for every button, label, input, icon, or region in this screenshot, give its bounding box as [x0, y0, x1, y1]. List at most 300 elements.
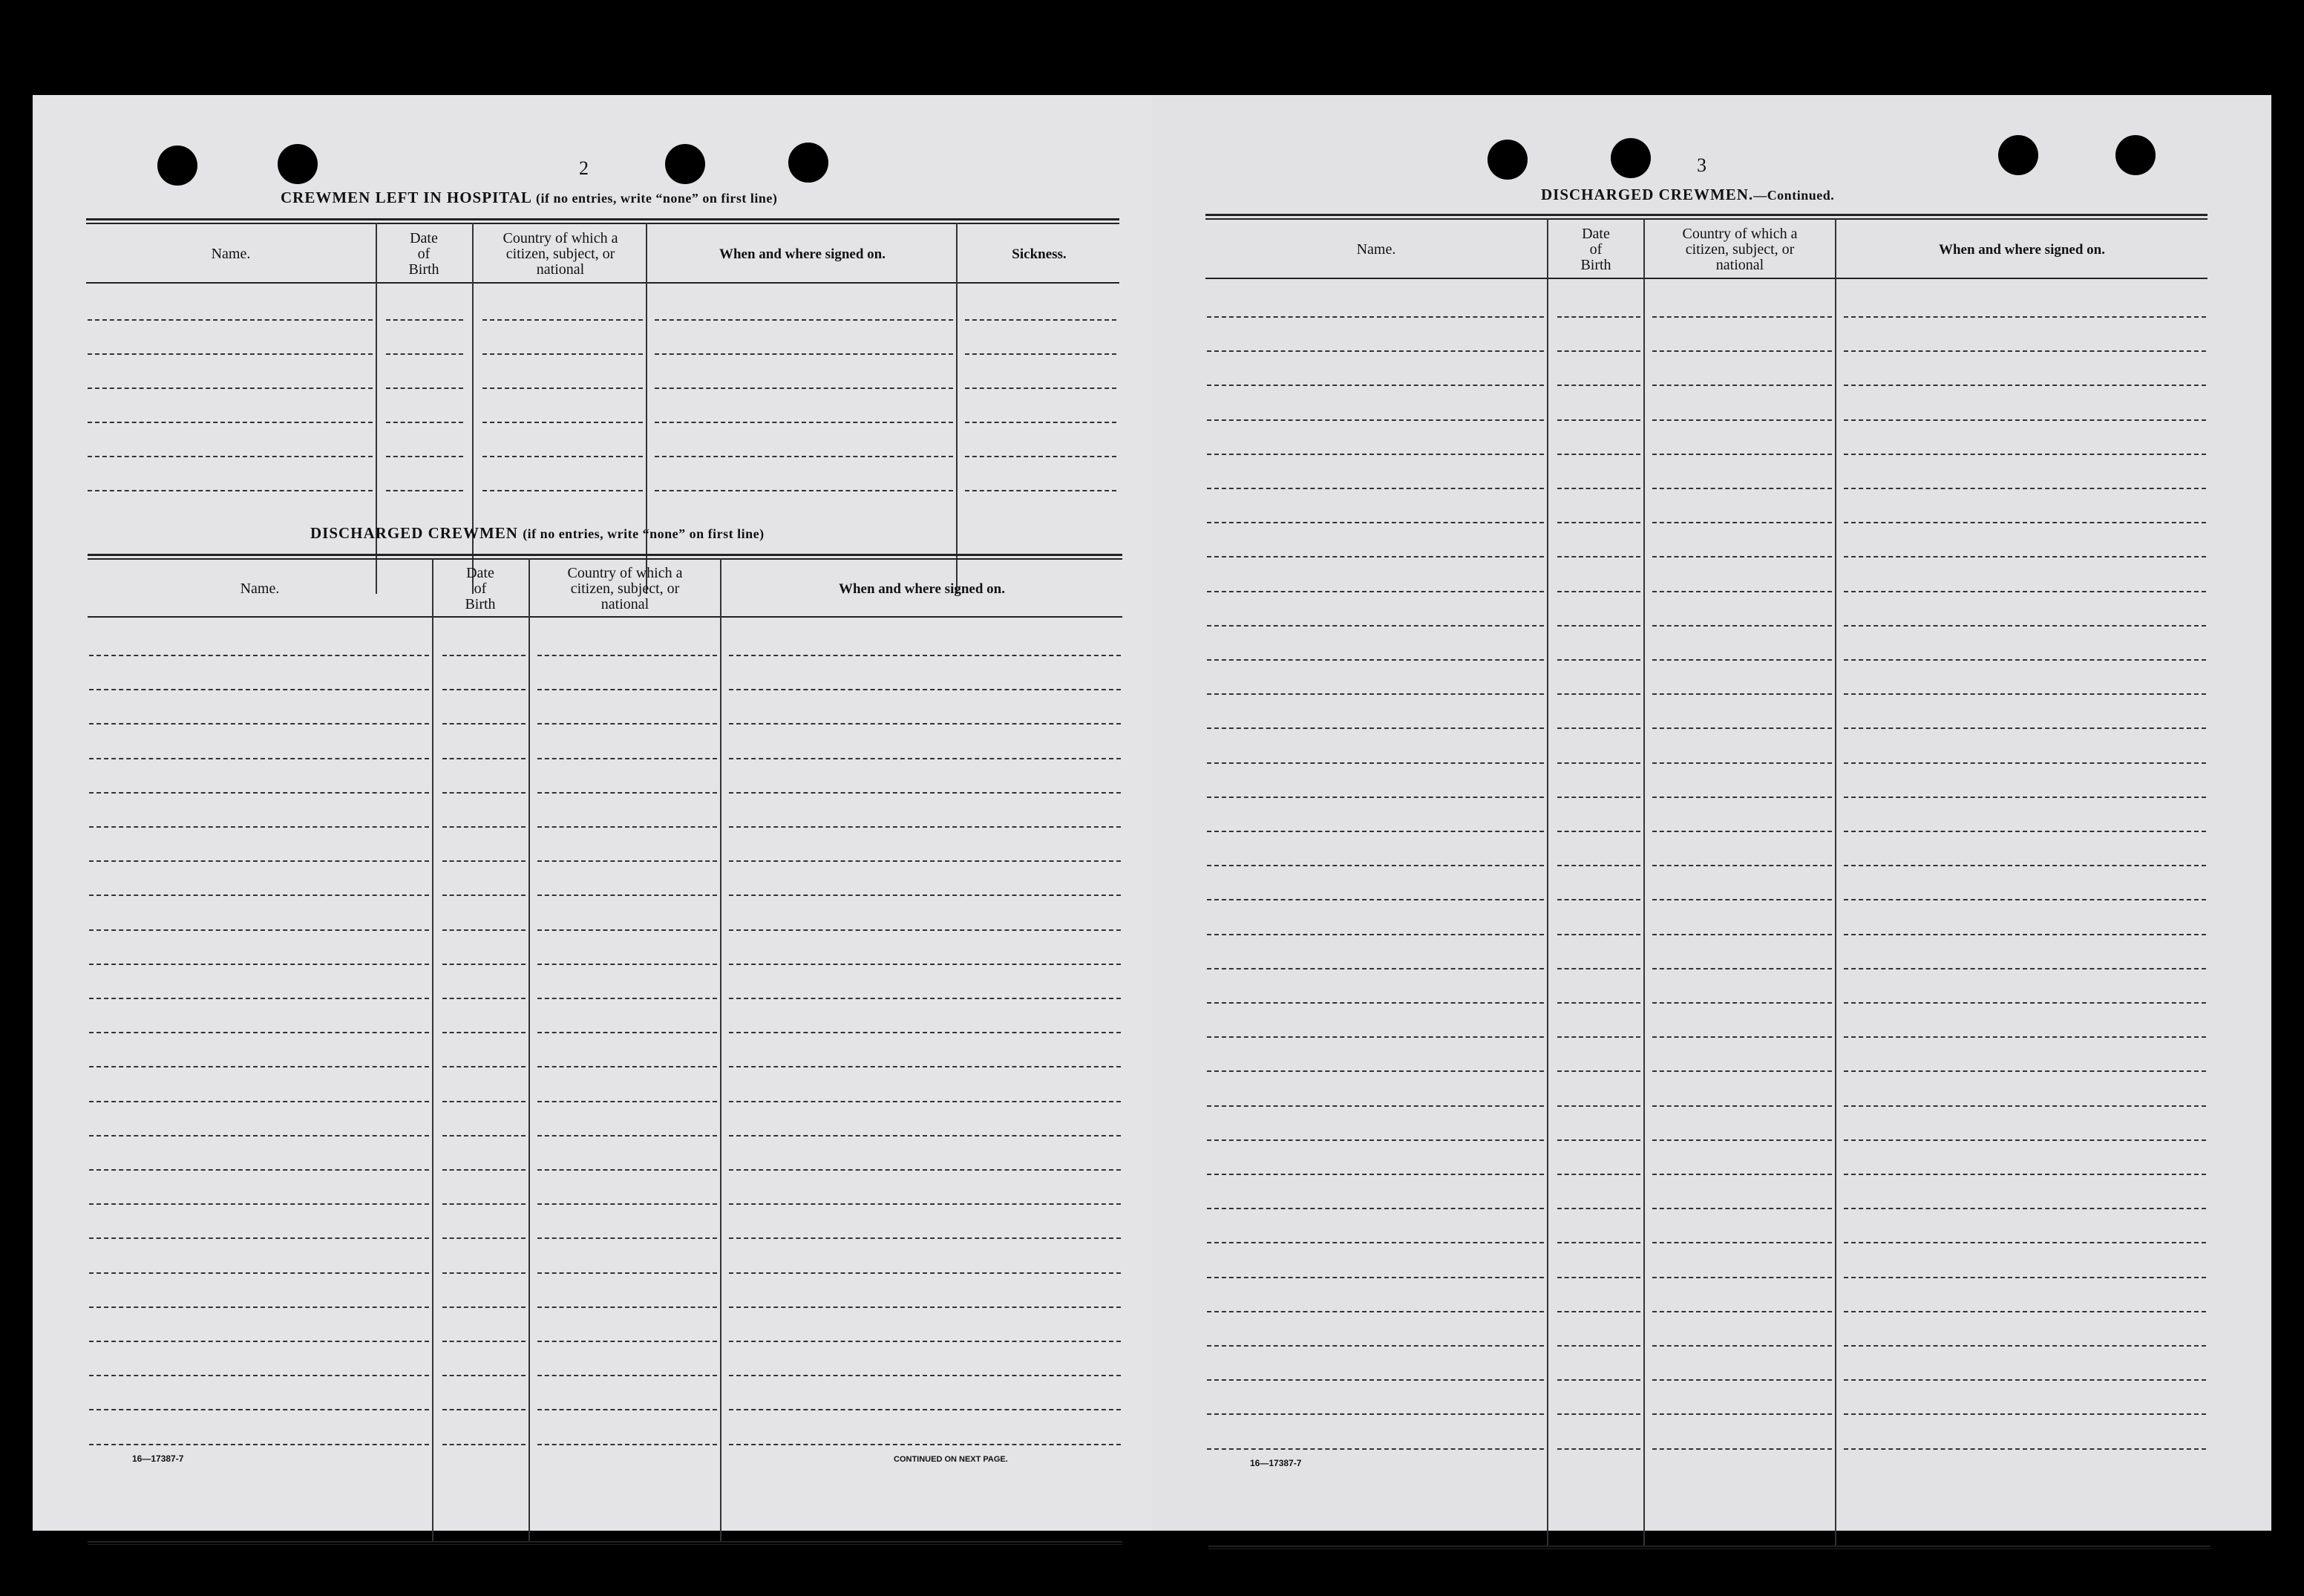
entry-line[interactable]: [89, 655, 429, 656]
entry-line[interactable]: [442, 723, 526, 725]
entry-line[interactable]: [537, 860, 717, 862]
entry-line[interactable]: [89, 964, 429, 965]
entry-line[interactable]: [1557, 591, 1640, 592]
entry-line[interactable]: [1557, 1036, 1640, 1038]
entry-line[interactable]: [89, 1135, 429, 1137]
entry-line[interactable]: [89, 758, 429, 759]
entry-line[interactable]: [965, 490, 1116, 491]
entry-line[interactable]: [537, 1135, 717, 1137]
entry-line[interactable]: [1557, 968, 1640, 969]
entry-line[interactable]: [1652, 556, 1832, 557]
page-number: 2: [579, 157, 589, 179]
entry-line[interactable]: [1844, 934, 2206, 935]
entry-line[interactable]: [1652, 797, 1832, 798]
entry-line[interactable]: [1557, 1379, 1640, 1381]
entry-line[interactable]: [1557, 762, 1640, 764]
entry-line[interactable]: [655, 456, 953, 457]
entry-line[interactable]: [1557, 1070, 1640, 1072]
rule: [88, 558, 1122, 560]
entry-line[interactable]: [386, 387, 463, 389]
entry-line[interactable]: [1557, 727, 1640, 729]
entry-line[interactable]: [88, 422, 373, 423]
entry-line[interactable]: [729, 929, 1121, 931]
entry-line[interactable]: [1207, 1002, 1544, 1004]
entry-line[interactable]: [1207, 1070, 1544, 1072]
entry-line[interactable]: [1844, 556, 2206, 557]
entry-line[interactable]: [729, 964, 1121, 965]
entry-line[interactable]: [537, 1101, 717, 1102]
entry-line[interactable]: [729, 758, 1121, 759]
entry-line[interactable]: [537, 1032, 717, 1033]
entry-line[interactable]: [1652, 316, 1832, 318]
entry-line[interactable]: [1557, 1345, 1640, 1347]
entry-line[interactable]: [1844, 727, 2206, 729]
entry-line[interactable]: [442, 1032, 526, 1033]
column-header-country: [474, 226, 647, 282]
entry-line[interactable]: [442, 655, 526, 656]
entry-line[interactable]: [729, 723, 1121, 725]
entry-line[interactable]: [1207, 556, 1544, 557]
entry-line[interactable]: [1207, 1208, 1544, 1209]
entry-line[interactable]: [1844, 1036, 2206, 1038]
entry-line[interactable]: [1207, 797, 1544, 798]
entry-line[interactable]: [89, 689, 429, 690]
entry-line[interactable]: [89, 1272, 429, 1274]
entry-line[interactable]: [1844, 1002, 2206, 1004]
entry-line[interactable]: [1652, 727, 1832, 729]
entry-line[interactable]: [1207, 1036, 1544, 1038]
entry-line[interactable]: [89, 929, 429, 931]
entry-line[interactable]: [89, 792, 429, 794]
entry-line[interactable]: [1844, 797, 2206, 798]
entry-line[interactable]: [729, 1203, 1121, 1205]
section-title-discharged-continued: [1541, 186, 1834, 204]
entry-line[interactable]: [482, 422, 643, 423]
entry-line[interactable]: [1844, 316, 2206, 318]
entry-line[interactable]: [965, 422, 1116, 423]
entry-line[interactable]: [482, 319, 643, 321]
header-line: national: [600, 595, 649, 612]
entry-line[interactable]: [729, 1341, 1121, 1342]
entry-line[interactable]: [1652, 1070, 1832, 1072]
punch-hole: [1611, 138, 1651, 178]
entry-line[interactable]: [1207, 1413, 1544, 1415]
entry-line[interactable]: [1207, 419, 1544, 421]
entry-line[interactable]: [89, 998, 429, 999]
entry-line[interactable]: [1557, 865, 1640, 866]
entry-line[interactable]: [729, 998, 1121, 999]
entry-line[interactable]: [1652, 1002, 1832, 1004]
entry-line[interactable]: [537, 655, 717, 656]
entry-line[interactable]: [1652, 1277, 1832, 1278]
entry-line[interactable]: [1844, 350, 2206, 352]
entry-line[interactable]: [1844, 419, 2206, 421]
entry-line[interactable]: [442, 1066, 526, 1067]
entry-line[interactable]: [1207, 1345, 1544, 1347]
entry-line[interactable]: [537, 758, 717, 759]
entry-line[interactable]: [537, 929, 717, 931]
entry-line[interactable]: [1844, 1208, 2206, 1209]
punch-hole: [1488, 140, 1528, 180]
section-title-discharged: [310, 524, 765, 543]
entry-line[interactable]: [1207, 659, 1544, 661]
entry-line[interactable]: [1844, 385, 2206, 386]
entry-line[interactable]: [729, 1375, 1121, 1376]
entry-line[interactable]: [537, 1341, 717, 1342]
entry-line[interactable]: [1207, 934, 1544, 935]
header-line: Country of which a: [1682, 225, 1798, 242]
entry-line[interactable]: [386, 456, 463, 457]
entry-line[interactable]: [1207, 454, 1544, 455]
entry-line[interactable]: [1207, 865, 1544, 866]
column-header-signed-on: When and where signed on.: [1938, 241, 2105, 258]
entry-line[interactable]: [537, 1237, 717, 1239]
header-line: of: [474, 580, 487, 597]
header-line: Date: [1582, 225, 1610, 242]
column-header-name: Name.: [240, 580, 280, 597]
entry-line[interactable]: [442, 1237, 526, 1239]
entry-line[interactable]: [1844, 1379, 2206, 1381]
entry-line[interactable]: [1652, 899, 1832, 900]
punch-hole: [788, 143, 828, 183]
entry-line[interactable]: [442, 1203, 526, 1205]
entry-line[interactable]: [1207, 1139, 1544, 1141]
entry-line[interactable]: [1557, 522, 1640, 523]
entry-line[interactable]: [89, 1375, 429, 1376]
entry-line[interactable]: [1652, 522, 1832, 523]
entry-line[interactable]: [1557, 350, 1640, 352]
header-line: national: [1715, 256, 1764, 273]
entry-line[interactable]: [1557, 419, 1640, 421]
entry-line[interactable]: [1844, 899, 2206, 900]
entry-line[interactable]: [1207, 968, 1544, 969]
column-divider: [720, 558, 721, 1541]
entry-line[interactable]: [729, 1409, 1121, 1410]
punch-hole: [278, 144, 318, 184]
entry-line[interactable]: [88, 490, 373, 491]
entry-line[interactable]: [965, 319, 1116, 321]
entry-line[interactable]: [1557, 831, 1640, 832]
entry-line[interactable]: [537, 1444, 717, 1445]
entry-line[interactable]: [1207, 1242, 1544, 1243]
entry-line[interactable]: [442, 1409, 526, 1410]
entry-line[interactable]: [1844, 693, 2206, 695]
entry-line[interactable]: [442, 826, 526, 828]
entry-line[interactable]: [537, 1375, 717, 1376]
entry-line[interactable]: [537, 1169, 717, 1171]
column-header-country: [1645, 221, 1835, 278]
entry-line[interactable]: [1557, 1139, 1640, 1141]
header-rule: [86, 282, 1119, 284]
entry-line[interactable]: [1652, 625, 1832, 627]
header-line: Date: [466, 564, 494, 581]
entry-line[interactable]: [1844, 659, 2206, 661]
entry-line[interactable]: [1652, 659, 1832, 661]
entry-line[interactable]: [442, 1272, 526, 1274]
entry-line[interactable]: [1844, 1174, 2206, 1175]
entry-line[interactable]: [1557, 625, 1640, 627]
entry-line[interactable]: [1207, 316, 1544, 318]
entry-line[interactable]: [89, 1444, 429, 1445]
entry-line[interactable]: [442, 1101, 526, 1102]
entry-line[interactable]: [1557, 934, 1640, 935]
entry-line[interactable]: [442, 758, 526, 759]
entry-line[interactable]: [1207, 899, 1544, 900]
entry-line[interactable]: [1652, 419, 1832, 421]
header-line: citizen, subject, or: [1685, 241, 1795, 258]
column-header-country: [530, 561, 720, 616]
entry-line[interactable]: [1844, 1105, 2206, 1107]
entry-line[interactable]: [1557, 1413, 1640, 1415]
entry-line[interactable]: [442, 1375, 526, 1376]
entry-line[interactable]: [89, 826, 429, 828]
entry-line[interactable]: [442, 964, 526, 965]
entry-line[interactable]: [537, 1409, 717, 1410]
entry-line[interactable]: [386, 353, 463, 355]
entry-line[interactable]: [1652, 385, 1832, 386]
rule: [1205, 214, 2208, 216]
entry-line[interactable]: [1652, 350, 1832, 352]
entry-line[interactable]: [655, 387, 953, 389]
continued-note: CONTINUED ON NEXT PAGE.: [894, 1455, 1008, 1464]
form-number: 16—17387-7: [1250, 1458, 1302, 1468]
entry-line[interactable]: [89, 1066, 429, 1067]
entry-line[interactable]: [1207, 1311, 1544, 1312]
entry-line[interactable]: [89, 1169, 429, 1171]
entry-line[interactable]: [1844, 1413, 2206, 1415]
entry-line[interactable]: [482, 456, 643, 457]
entry-line[interactable]: [89, 895, 429, 896]
entry-line[interactable]: [1844, 1448, 2206, 1450]
entry-line[interactable]: [442, 860, 526, 862]
column-header-signed-on: When and where signed on.: [719, 246, 886, 262]
entry-line[interactable]: [88, 456, 373, 457]
entry-line[interactable]: [386, 422, 463, 423]
entry-line[interactable]: [729, 689, 1121, 690]
entry-line[interactable]: [89, 1341, 429, 1342]
entry-line[interactable]: [965, 353, 1116, 355]
entry-line[interactable]: [1207, 522, 1544, 523]
entry-line[interactable]: [89, 860, 429, 862]
entry-line[interactable]: [729, 1306, 1121, 1308]
entry-line[interactable]: [89, 1237, 429, 1239]
entry-line[interactable]: [537, 1066, 717, 1067]
entry-line[interactable]: [1207, 350, 1544, 352]
entry-line[interactable]: [655, 319, 953, 321]
entry-line[interactable]: [537, 964, 717, 965]
entry-line[interactable]: [1557, 1448, 1640, 1450]
entry-line[interactable]: [1652, 1242, 1832, 1243]
entry-line[interactable]: [965, 456, 1116, 457]
column-divider: [1547, 218, 1548, 1547]
entry-line[interactable]: [1652, 1139, 1832, 1141]
entry-line[interactable]: [729, 1066, 1121, 1067]
entry-line[interactable]: [537, 998, 717, 999]
entry-line[interactable]: [386, 319, 463, 321]
entry-line[interactable]: [1557, 797, 1640, 798]
entry-line[interactable]: [1652, 762, 1832, 764]
entry-line[interactable]: [1652, 1105, 1832, 1107]
entry-line[interactable]: [1557, 1174, 1640, 1175]
entry-line[interactable]: [1557, 1208, 1640, 1209]
bottom-rule: [1208, 1546, 2210, 1547]
entry-line[interactable]: [1207, 831, 1544, 832]
entry-line[interactable]: [89, 1306, 429, 1308]
entry-line[interactable]: [1652, 1379, 1832, 1381]
entry-line[interactable]: [1652, 1311, 1832, 1312]
entry-line[interactable]: [655, 490, 953, 491]
entry-line[interactable]: [1652, 1174, 1832, 1175]
entry-line[interactable]: [89, 1203, 429, 1205]
entry-line[interactable]: [89, 1101, 429, 1102]
entry-line[interactable]: [1207, 625, 1544, 627]
entry-line[interactable]: [1207, 1174, 1544, 1175]
entry-line[interactable]: [88, 319, 373, 321]
entry-line[interactable]: [442, 1169, 526, 1171]
entry-line[interactable]: [1652, 1345, 1832, 1347]
header-rule: [1205, 278, 2208, 279]
entry-line[interactable]: [1844, 762, 2206, 764]
entry-line[interactable]: [1557, 1277, 1640, 1278]
entry-line[interactable]: [442, 1341, 526, 1342]
entry-line[interactable]: [537, 1203, 717, 1205]
column-header-dob: [432, 561, 528, 616]
entry-line[interactable]: [1207, 693, 1544, 695]
entry-line[interactable]: [729, 792, 1121, 794]
entry-line[interactable]: [1652, 488, 1832, 489]
form-number: 16—17387-7: [132, 1453, 184, 1464]
entry-line[interactable]: [1557, 693, 1640, 695]
entry-line[interactable]: [1652, 693, 1832, 695]
entry-line[interactable]: [1652, 968, 1832, 969]
entry-line[interactable]: [88, 387, 373, 389]
entry-line[interactable]: [1557, 1242, 1640, 1243]
entry-line[interactable]: [729, 1169, 1121, 1171]
bottom-rule: [88, 1544, 1122, 1545]
entry-line[interactable]: [1557, 1002, 1640, 1004]
entry-line[interactable]: [965, 387, 1116, 389]
entry-line[interactable]: [729, 826, 1121, 828]
entry-line[interactable]: [537, 723, 717, 725]
entry-line[interactable]: [1207, 488, 1544, 489]
entry-line[interactable]: [1844, 1242, 2206, 1243]
entry-line[interactable]: [482, 353, 643, 355]
form-page-left: [33, 95, 1152, 1531]
entry-line[interactable]: [442, 792, 526, 794]
entry-line[interactable]: [537, 1272, 717, 1274]
entry-line[interactable]: [1844, 522, 2206, 523]
entry-line[interactable]: [1557, 454, 1640, 455]
entry-line[interactable]: [1207, 1448, 1544, 1450]
entry-line[interactable]: [1844, 591, 2206, 592]
entry-line[interactable]: [1844, 968, 2206, 969]
entry-line[interactable]: [1207, 1277, 1544, 1278]
entry-line[interactable]: [655, 353, 953, 355]
entry-line[interactable]: [386, 490, 463, 491]
entry-line[interactable]: [442, 1444, 526, 1445]
entry-line[interactable]: [1557, 488, 1640, 489]
entry-line[interactable]: [442, 895, 526, 896]
entry-line[interactable]: [442, 1306, 526, 1308]
entry-line[interactable]: [1557, 899, 1640, 900]
entry-line[interactable]: [729, 1135, 1121, 1137]
entry-line[interactable]: [1844, 1139, 2206, 1141]
entry-line[interactable]: [1652, 865, 1832, 866]
entry-line[interactable]: [89, 1032, 429, 1033]
entry-line[interactable]: [442, 998, 526, 999]
entry-line[interactable]: [1844, 1277, 2206, 1278]
entry-line[interactable]: [1844, 488, 2206, 489]
entry-line[interactable]: [1844, 1070, 2206, 1072]
entry-line[interactable]: [89, 723, 429, 725]
entry-line[interactable]: [1844, 625, 2206, 627]
entry-line[interactable]: [442, 929, 526, 931]
section-title-text: CREWMEN LEFT IN HOSPITAL: [281, 189, 531, 206]
entry-line[interactable]: [1557, 1105, 1640, 1107]
entry-line[interactable]: [88, 353, 373, 355]
entry-line[interactable]: [482, 387, 643, 389]
entry-line[interactable]: [1557, 316, 1640, 318]
entry-line[interactable]: [729, 1032, 1121, 1033]
entry-line[interactable]: [537, 689, 717, 690]
entry-line[interactable]: [1844, 1345, 2206, 1347]
entry-line[interactable]: [729, 1272, 1121, 1274]
entry-line[interactable]: [442, 689, 526, 690]
entry-line[interactable]: [1652, 1036, 1832, 1038]
entry-line[interactable]: [1557, 385, 1640, 386]
header-rule: [88, 616, 1122, 618]
header-line: citizen, subject, or: [570, 580, 680, 597]
entry-line[interactable]: [1207, 727, 1544, 729]
entry-line[interactable]: [1652, 1448, 1832, 1450]
entry-line[interactable]: [1844, 1311, 2206, 1312]
entry-line[interactable]: [1652, 934, 1832, 935]
entry-line[interactable]: [729, 1237, 1121, 1239]
entry-line[interactable]: [1844, 831, 2206, 832]
entry-line[interactable]: [1557, 1311, 1640, 1312]
entry-line[interactable]: [729, 1101, 1121, 1102]
entry-line[interactable]: [729, 860, 1121, 862]
entry-line[interactable]: [442, 1135, 526, 1137]
entry-line[interactable]: [1652, 1413, 1832, 1415]
entry-line[interactable]: [482, 490, 643, 491]
entry-line[interactable]: [729, 1444, 1121, 1445]
entry-line[interactable]: [1652, 591, 1832, 592]
entry-line[interactable]: [1207, 762, 1544, 764]
entry-line[interactable]: [1652, 831, 1832, 832]
entry-line[interactable]: [1844, 454, 2206, 455]
entry-line[interactable]: [1844, 865, 2206, 866]
entry-line[interactable]: [1207, 1379, 1544, 1381]
entry-line[interactable]: [537, 826, 717, 828]
entry-line[interactable]: [1207, 385, 1544, 386]
rule: [86, 223, 1119, 224]
entry-line[interactable]: [1557, 659, 1640, 661]
entry-line[interactable]: [537, 792, 717, 794]
entry-line[interactable]: [1652, 454, 1832, 455]
column-divider: [432, 558, 433, 1541]
entry-line[interactable]: [1207, 591, 1544, 592]
entry-line[interactable]: [1557, 556, 1640, 557]
entry-line[interactable]: [537, 895, 717, 896]
entry-line[interactable]: [537, 1306, 717, 1308]
entry-line[interactable]: [729, 895, 1121, 896]
entry-line[interactable]: [89, 1409, 429, 1410]
entry-line[interactable]: [1652, 1208, 1832, 1209]
entry-line[interactable]: [1207, 1105, 1544, 1107]
entry-line[interactable]: [729, 655, 1121, 656]
entry-line[interactable]: [655, 422, 953, 423]
